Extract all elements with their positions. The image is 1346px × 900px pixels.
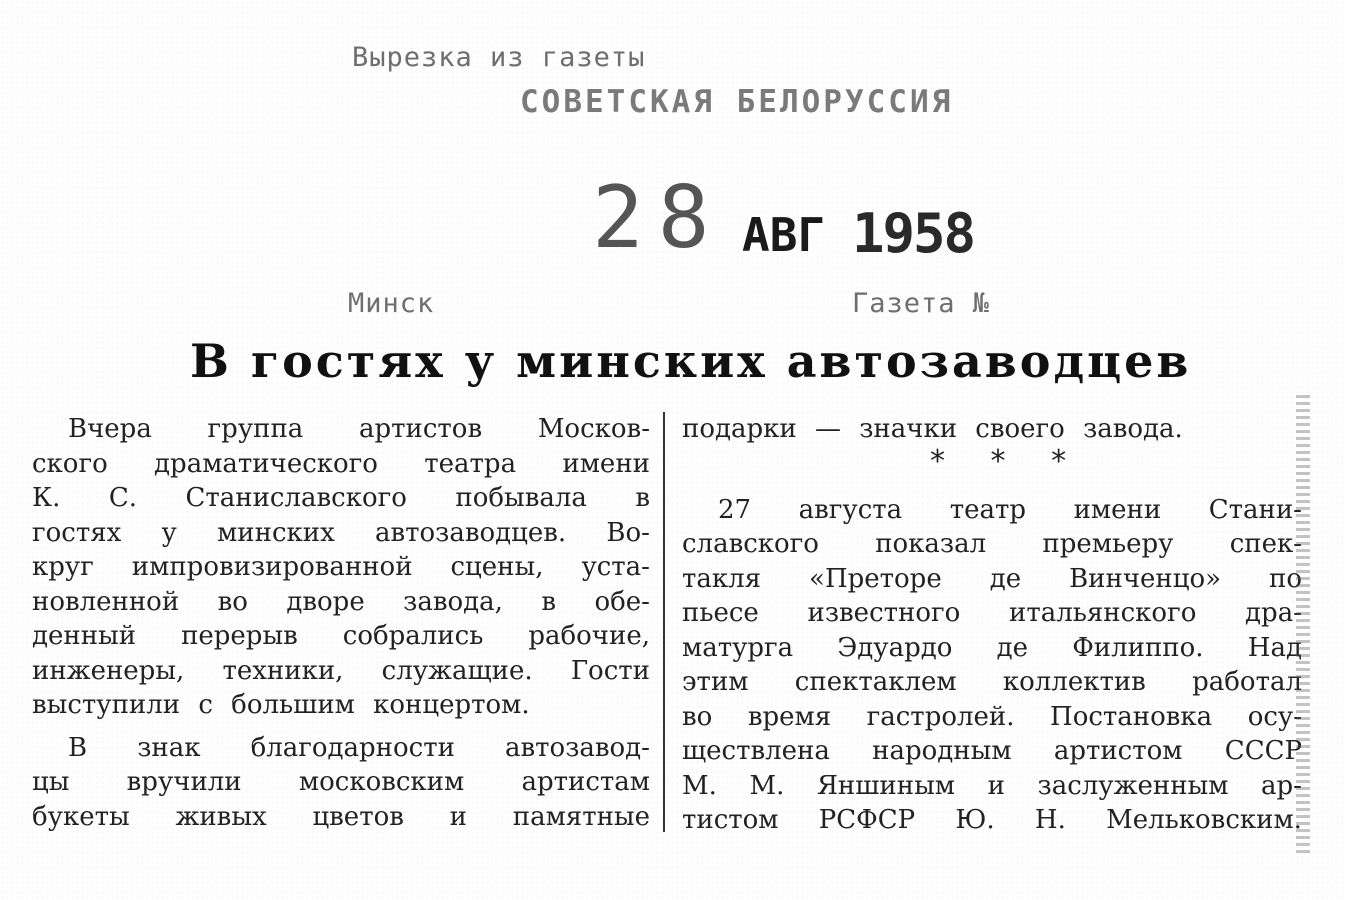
stamp-city: Минск: [348, 288, 435, 319]
clipping-torn-edge: [1296, 395, 1310, 855]
article-headline: В гостях у минских автозаводцев: [190, 334, 1192, 388]
stamp-date-day: 28: [592, 168, 724, 268]
article-line: тистом РСФСР Ю. Н. Мельковским.: [682, 805, 1302, 835]
article-line: М. М. Яншиным и заслуженным ар-: [682, 770, 1302, 801]
article-line: В знак благодарности автозавод-: [68, 732, 650, 763]
article-line: ского драматического театра имени: [32, 448, 650, 479]
article-line: выступили с большим концертом.: [32, 690, 530, 720]
article-line: матурга Эдуардо де Филиппо. Над: [682, 632, 1302, 663]
article-line: цы вручили московским артистам: [32, 767, 650, 797]
article-line: гостях у минских автозаводцев. Во-: [32, 517, 650, 548]
article-line: круг импровизированной сцены, уста-: [32, 552, 650, 582]
section-separator: * * *: [930, 444, 1085, 479]
article-line: Вчера группа артистов Москов-: [68, 414, 650, 444]
article-line: 27 августа театр имени Стани-: [718, 494, 1302, 525]
column-divider: [663, 412, 665, 832]
stamp-date-month: АВГ: [742, 208, 826, 262]
article-line: во время гастролей. Постановка осу-: [682, 701, 1302, 732]
clipping-stamp-label: Вырезка из газеты: [352, 42, 646, 73]
article-line: ществлена народным артистом СССР: [682, 736, 1302, 766]
article-line: К. С. Станиславского побывала в: [32, 483, 650, 513]
article-line: букеты живых цветов и памятные: [32, 801, 650, 832]
newspaper-name: СОВЕТСКАЯ БЕЛОРУССИЯ: [520, 84, 954, 120]
article-line: этим спектаклем коллектив работал: [682, 667, 1302, 697]
article-line: инженеры, техники, служащие. Гости: [32, 655, 650, 686]
stamp-issue-label: Газета №: [852, 288, 991, 319]
article-line: денный перерыв собрались рабочие,: [32, 621, 650, 651]
article-line: подарки — значки своего завода.: [682, 414, 1183, 444]
article-left-column: [32, 412, 650, 834]
article-line: такля «Преторе де Винченцо» по: [682, 563, 1302, 594]
stamp-date-year: 1958: [852, 202, 975, 265]
article-line: пьесе известного итальянского дра-: [682, 598, 1302, 628]
article-line: новленной во дворе завода, в обе-: [32, 586, 650, 617]
article-line: славского показал премьеру спек-: [682, 529, 1302, 559]
